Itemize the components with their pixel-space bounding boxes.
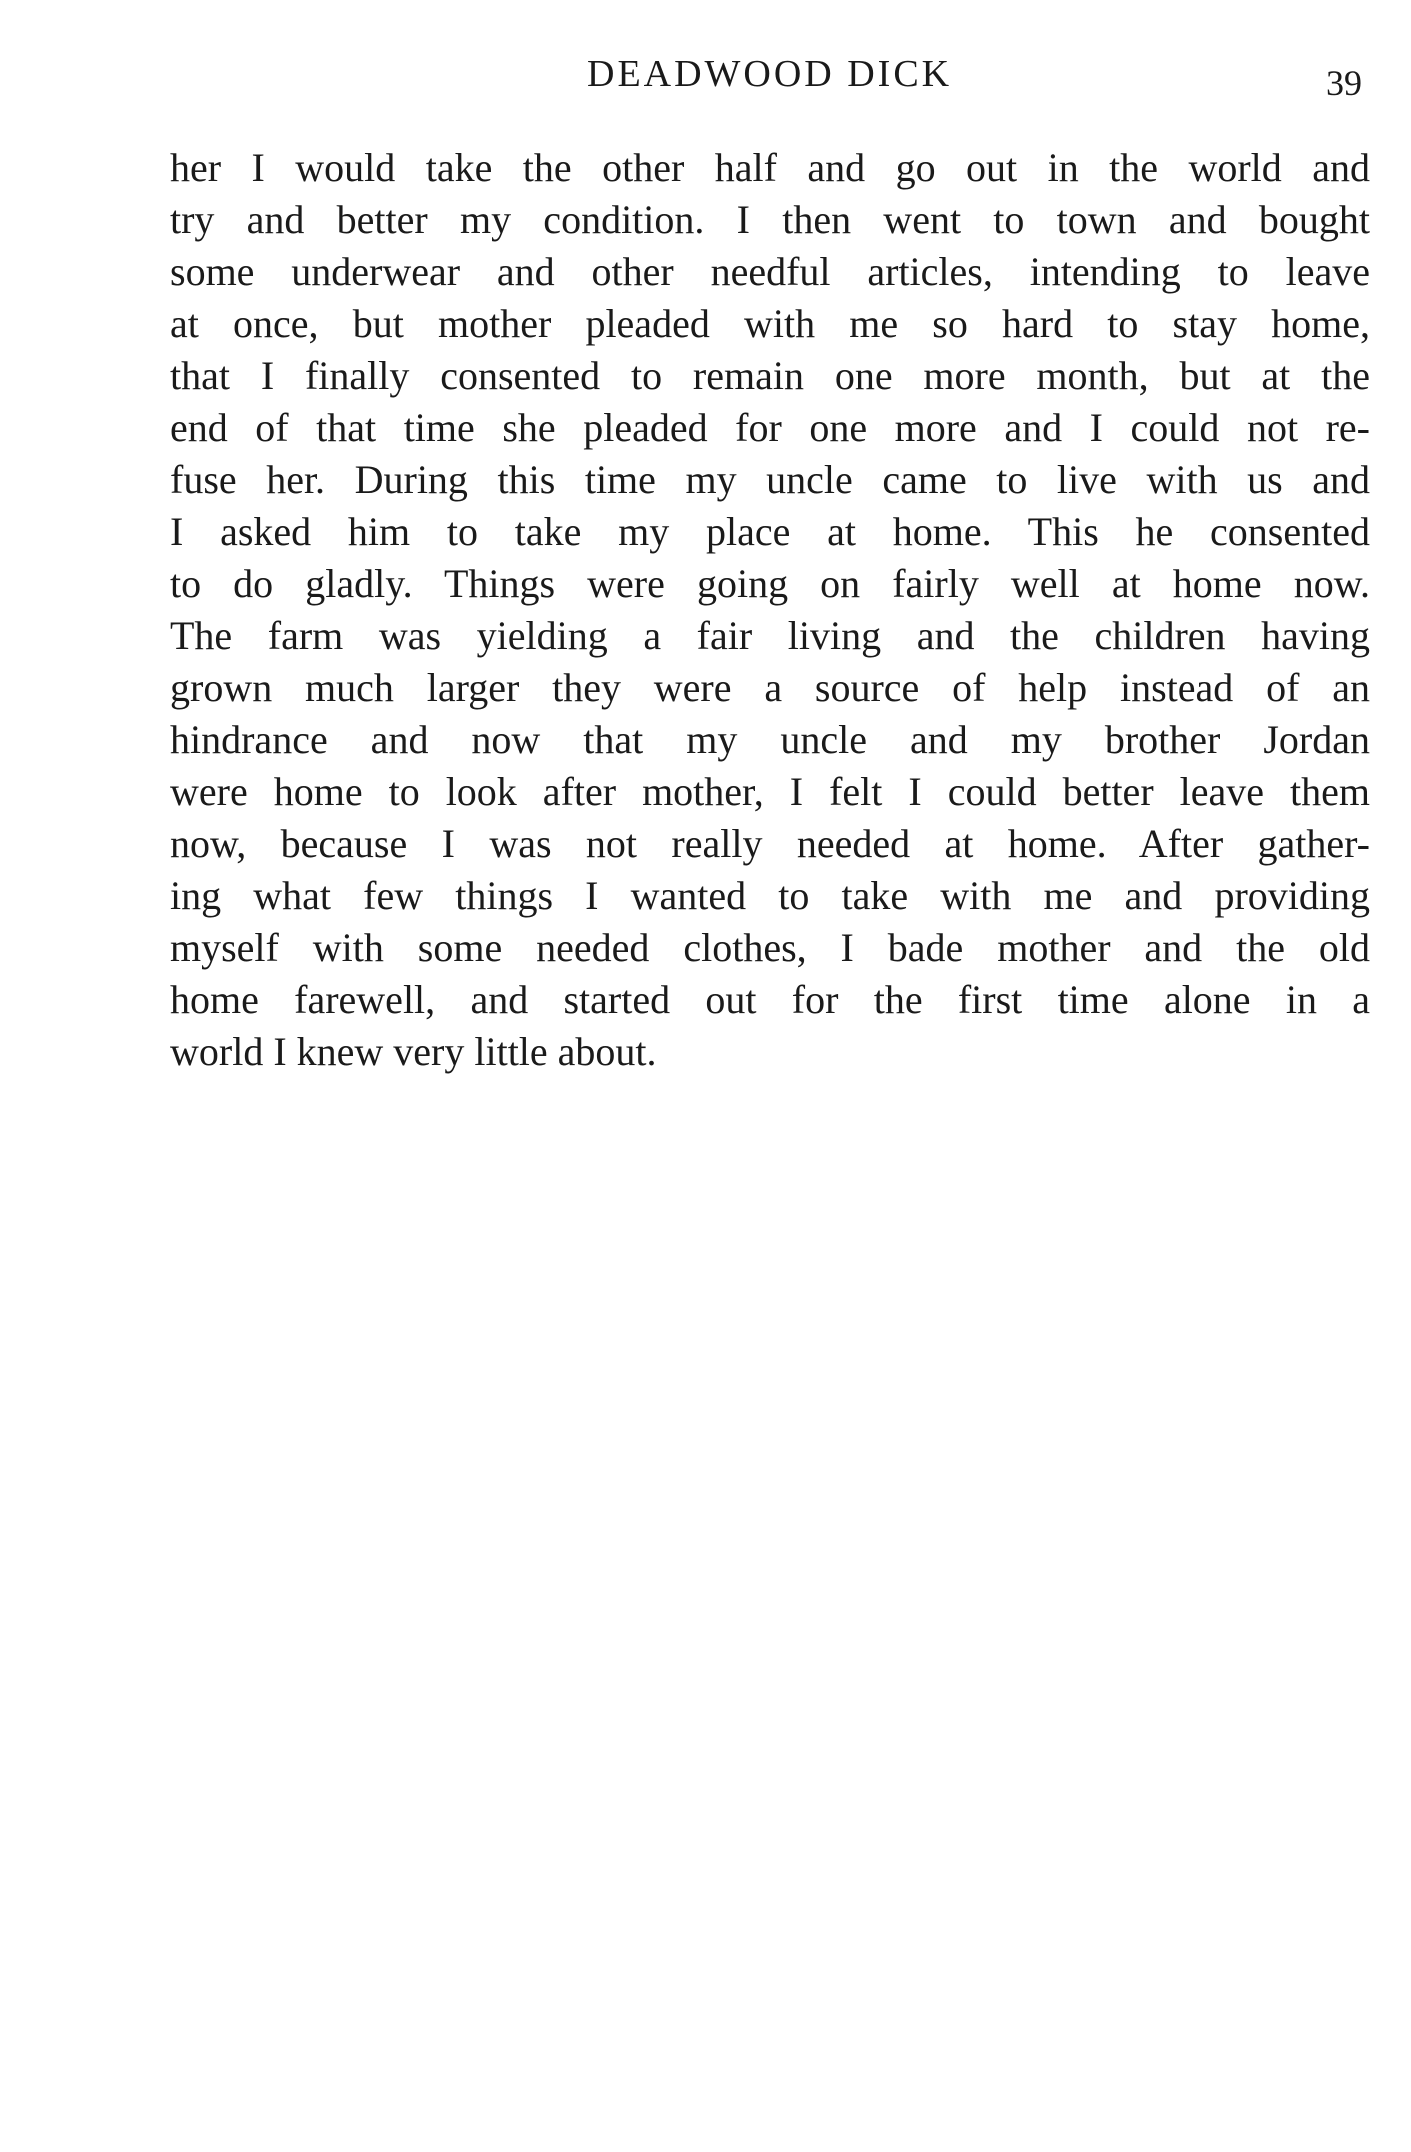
text-line: some underwear and other needful articles, intending to leave <box>170 249 1370 294</box>
text-line: hindrance and now that my uncle and my brother Jordan <box>170 717 1370 762</box>
text-line: fuse her. During this time my uncle came to live with us and <box>170 457 1370 502</box>
text-line: to do gladly. Things were going on fairly well at home now. <box>170 561 1370 606</box>
text-line: end of that time she pleaded for one more and I could not re- <box>170 405 1370 450</box>
text-line: home farewell, and started out for the first time alone in a <box>170 977 1370 1022</box>
text-line: at once, but mother pleaded with me so hard to stay home, <box>170 301 1370 346</box>
text-line: The farm was yielding a fair living and the children having <box>170 613 1370 658</box>
text-line-last: world I knew very little about. <box>170 1029 657 1074</box>
text-line: her I would take the other half and go out in the world and <box>170 145 1370 190</box>
text-line: that I finally consented to remain one more month, but at the <box>170 353 1370 398</box>
text-line: try and better my condition. I then went to town and bought <box>170 197 1370 242</box>
text-line: myself with some needed clothes, I bade mother and the old <box>170 925 1370 970</box>
text-line: were home to look after mother, I felt I could better leave them <box>170 769 1370 814</box>
text-line: grown much larger they were a source of help instead of an <box>170 665 1370 710</box>
text-line: ing what few things I wanted to take with me and providing <box>170 873 1370 918</box>
body-text <box>170 142 1370 1078</box>
text-line: now, because I was not really needed at home. After gather- <box>170 821 1370 866</box>
running-title: DEADWOOD DICK <box>587 53 953 95</box>
page-number: 39 <box>1326 63 1362 103</box>
running-head <box>170 52 1370 112</box>
text-line: I asked him to take my place at home. This he consented <box>170 509 1370 554</box>
